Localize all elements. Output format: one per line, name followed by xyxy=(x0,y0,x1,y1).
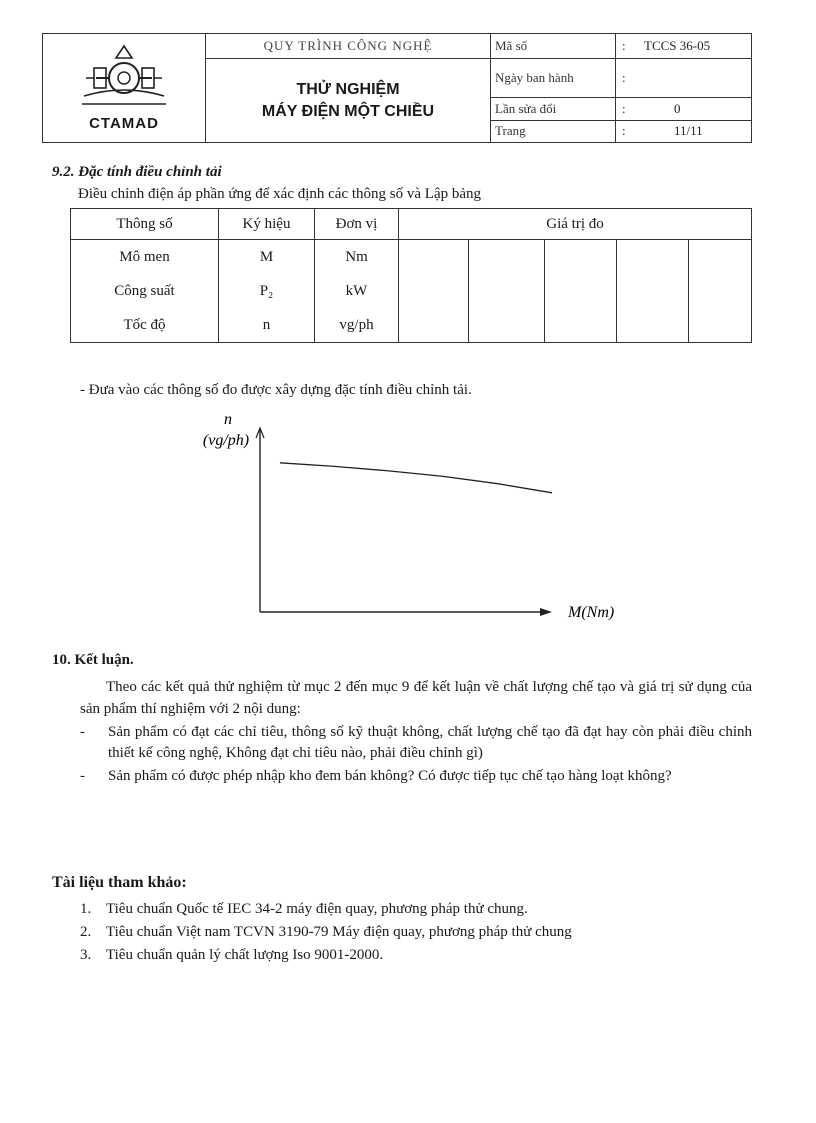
table-row xyxy=(71,274,752,308)
value-cell xyxy=(469,308,545,343)
meta-value: : 0 xyxy=(616,98,752,120)
section-heading: 10. Kết luận. xyxy=(52,652,134,668)
unit-cell: kW xyxy=(315,274,399,308)
list-item: - Sản phẩm có được phép nhập kho đem bán không? Có được tiếp tục chế tạo hàng loạt không? xyxy=(80,768,672,784)
y-axis-symbol: n xyxy=(224,411,232,428)
meta-label: Trang xyxy=(491,120,616,142)
doc-code: TCCS 36-05 xyxy=(644,38,711,53)
symbol-cell: M xyxy=(219,240,315,275)
symbol-cell: P₂ xyxy=(219,274,315,308)
value-cell xyxy=(617,308,689,343)
ref-number: 3. xyxy=(80,947,92,963)
section-intro: Điều chỉnh điện áp phần ứng để xác định các thông số và Lập bảng xyxy=(78,186,482,202)
value-cell xyxy=(689,274,752,308)
ref-text: Tiêu chuẩn quản lý chất lượng Iso 9001-2000. xyxy=(106,947,384,963)
references-heading: Tài liệu tham khảo: xyxy=(52,874,187,891)
list-item-text: Sản phẩm có đạt các chỉ tiêu, thông số kỹ thuật không, chất lượng chế tạo đã đạt hay còn phải điều chỉnh thiết kế công nghệ, Không đạt chỉ tiêu nào, phải điều chỉnh gì) xyxy=(108,724,752,761)
param-cell: Tốc độ xyxy=(71,308,219,343)
list-item xyxy=(80,921,572,944)
references-list xyxy=(80,898,572,967)
value-cell xyxy=(469,240,545,275)
value-cell xyxy=(545,240,617,275)
value-cell xyxy=(617,240,689,275)
param-cell: Mô men xyxy=(71,240,219,275)
meta-value: : TCCS 36-05 xyxy=(616,34,752,59)
unit-cell: Nm xyxy=(315,240,399,275)
value-cell xyxy=(399,240,469,275)
ctamad-logo-icon xyxy=(76,44,172,110)
value-cell xyxy=(689,240,752,275)
meta-label: Mã số xyxy=(491,34,616,59)
value-cell xyxy=(469,274,545,308)
meta-label: Ngày ban hành xyxy=(491,59,616,98)
column-header: Giá trị đo xyxy=(399,209,752,240)
param-cell: Công suất xyxy=(71,274,219,308)
measurement-table xyxy=(70,208,752,343)
table-row xyxy=(71,308,752,343)
speed-torque-line xyxy=(280,463,552,493)
ref-number: 2. xyxy=(80,924,92,940)
value-cell xyxy=(617,274,689,308)
value-cell xyxy=(545,274,617,308)
y-axis-unit: (vg/ph) xyxy=(202,432,250,449)
revision: 0 xyxy=(674,101,681,117)
ref-number: 1. xyxy=(80,901,92,917)
x-axis-label: M(Nm) xyxy=(568,604,615,621)
meta-value: : xyxy=(616,59,752,98)
column-header: Thông số xyxy=(71,209,219,240)
load-characteristic-chart xyxy=(170,408,650,628)
conclusion-paragraph: Theo các kết quả thử nghiệm từ mục 2 đến mục 9 để kết luận về chất lượng chế tạo và giá trị sử dụng của sản phẩm thí nghiệm với 2 nội dung: xyxy=(80,679,752,717)
conclusion-list xyxy=(80,722,752,789)
ref-text: Tiêu chuẩn Việt nam TCVN 3190-79 Máy điện quay, phương pháp thử chung xyxy=(106,924,572,940)
x-axis-arrow xyxy=(540,608,552,616)
section-heading: 9.2. Đặc tính điều chỉnh tải xyxy=(52,164,222,180)
org-name: CTAMAD xyxy=(89,115,159,132)
symbol-cell: n xyxy=(219,308,315,343)
value-cell xyxy=(689,308,752,343)
page-number: 11/11 xyxy=(674,123,703,139)
process-type: QUY TRÌNH CÔNG NGHỆ xyxy=(206,34,491,59)
chart-note: - Đưa vào các thông số đo được xây dựng đặc tính điều chỉnh tải. xyxy=(80,382,472,398)
list-item xyxy=(80,944,572,967)
title-line-1: THỬ NGHIỆM xyxy=(296,80,400,98)
list-item xyxy=(80,898,572,921)
column-header: Ký hiệu xyxy=(219,209,315,240)
meta-value: : 11/11 xyxy=(616,120,752,142)
value-cell xyxy=(399,308,469,343)
list-item-text: Sản phẩm có được phép nhập kho đem bán không? Có được tiếp tục chế tạo hàng loạt không? xyxy=(108,768,672,784)
value-cell xyxy=(545,308,617,343)
unit-cell: vg/ph xyxy=(315,308,399,343)
table-row xyxy=(71,240,752,275)
value-cell xyxy=(399,274,469,308)
document-title xyxy=(206,59,491,143)
meta-label: Lần sửa đổi xyxy=(491,98,616,120)
ref-text: Tiêu chuẩn Quốc tế IEC 34-2 máy điện quay, phương pháp thử chung. xyxy=(106,901,528,917)
document-header xyxy=(42,33,752,143)
title-line-2: MÁY ĐIỆN MỘT CHIỀU xyxy=(261,102,435,120)
logo-cell xyxy=(43,34,206,143)
column-header: Đơn vị xyxy=(315,209,399,240)
list-item: - Sản phẩm có đạt các chỉ tiêu, thông số kỹ thuật không, chất lượng chế tạo đã đạt hay còn phải điều chỉnh thiết kế công nghệ, Không đạt chỉ tiêu nào, phải điều chỉnh gì) xyxy=(80,724,752,761)
